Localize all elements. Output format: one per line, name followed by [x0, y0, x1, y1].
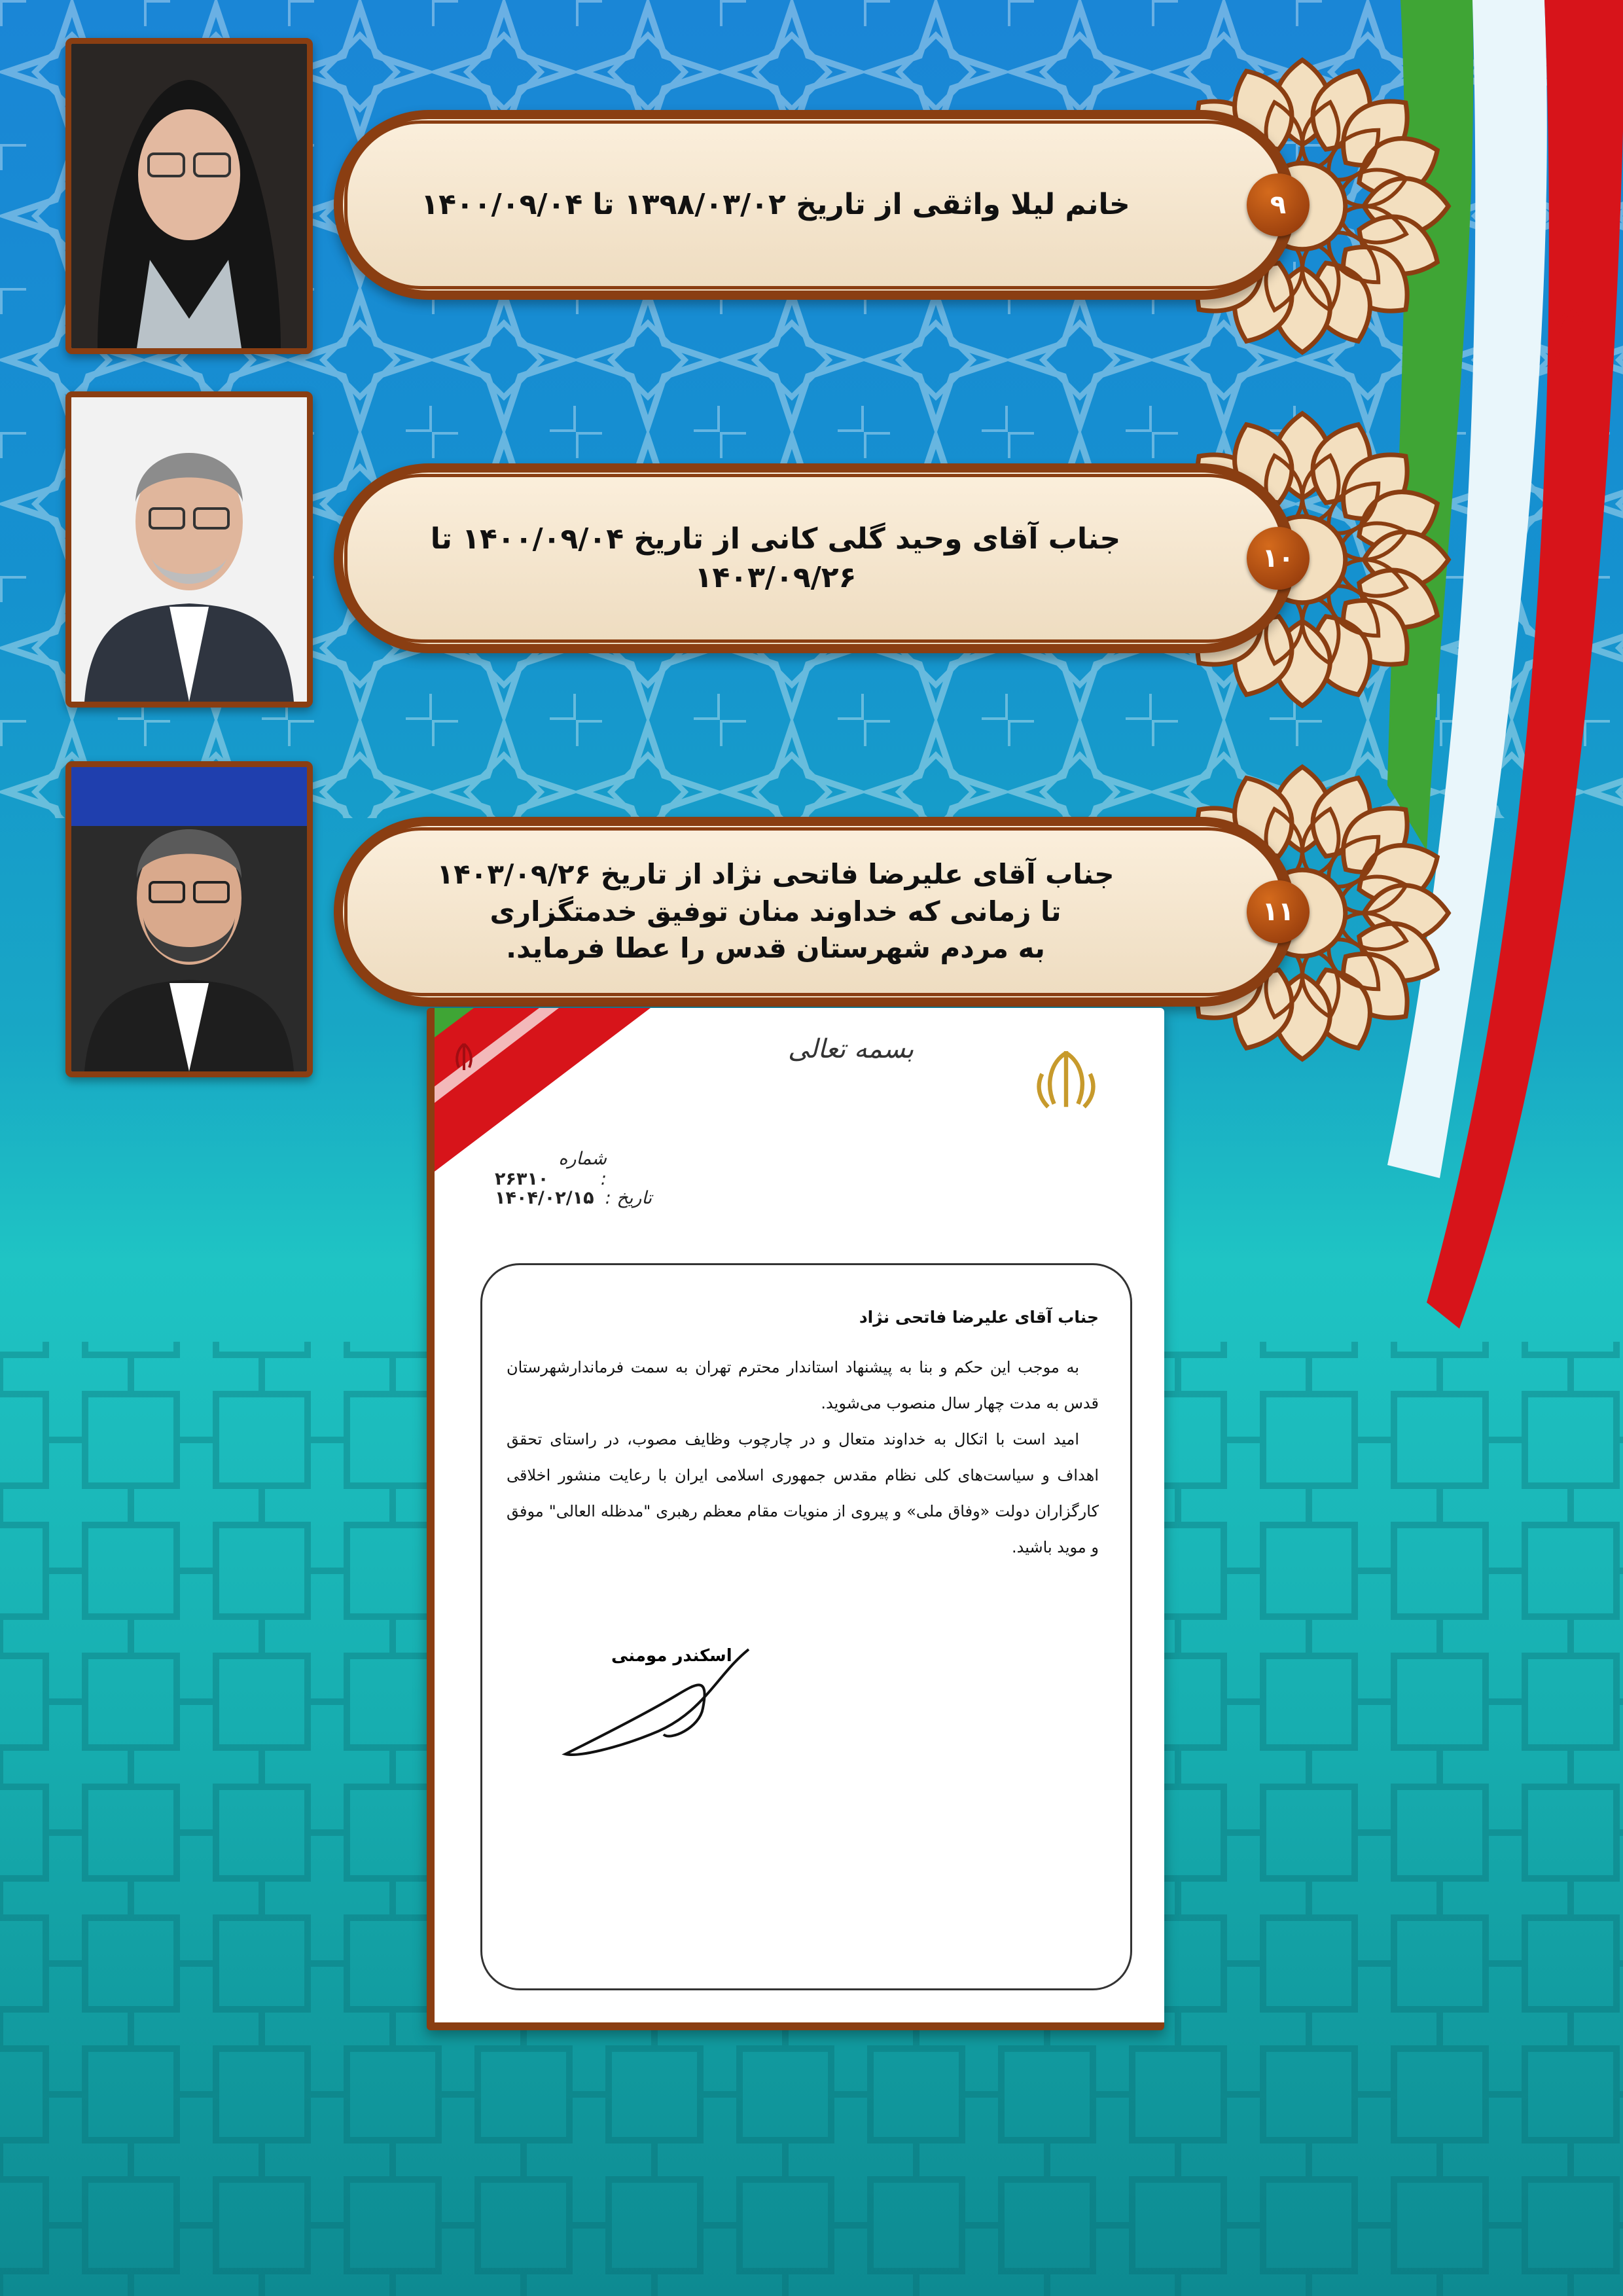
letter-date-label: تاریخ : [605, 1188, 652, 1208]
entry-line: خانم لیلا واثقی از تاریخ ۱۳۹۸/۰۳/۰۲ تا ۱۴۰۰/۰۹/۰۴ [421, 188, 1130, 222]
portrait-entry-10 [65, 391, 313, 708]
letter-paragraph-1: به موجب این حکم و بنا به پیشنهاد استاندار محترم تهران به سمت فرماندارشهرستان قدس به مدت چهار سال منصوب می‌شوید. [507, 1358, 1099, 1412]
letter-number-row [475, 1149, 607, 1189]
entry-number-badge: ۹ [1247, 173, 1310, 236]
flag-corner-decoration [435, 1008, 651, 1172]
iran-emblem-icon [1030, 1044, 1102, 1116]
entry-line: به مردم شهرستان قدس را عطا فرماید. [506, 932, 1045, 965]
entry-text [380, 110, 1171, 300]
entry-banner-9 [334, 110, 1296, 300]
letter-body [507, 1299, 1099, 1566]
appointment-letter [427, 1008, 1164, 2030]
entry-text [380, 817, 1171, 1007]
male-official-portrait [71, 397, 307, 702]
entry-line: جناب آقای وحید گلی کانی از تاریخ ۱۴۰۰/۰۹/۰۴ تا ۱۴۰۳/۰۹/۲۶ [430, 522, 1121, 594]
letter-number-value: ۲۶۳۱۰ [495, 1169, 549, 1189]
entry-number-badge: ۱۰ [1247, 527, 1310, 590]
portrait-entry-11 [65, 761, 313, 1077]
letter-number-label: شماره : [558, 1149, 607, 1189]
male-official-portrait [71, 767, 307, 1071]
letter-date-value: ۱۴۰۴/۰۲/۱۵ [495, 1188, 594, 1208]
entry-banner-11 [334, 817, 1296, 1007]
entry-banner-10 [334, 463, 1296, 653]
entry-line: تا زمانی که خداوند منان توفیق خدمتگزاری [490, 895, 1061, 927]
letter-signer: اسکندر مومنی [611, 1646, 732, 1666]
handwritten-signature [552, 1636, 762, 1761]
letter-addressee: جناب آقای علیرضا فاتحی نژاد [859, 1308, 1099, 1327]
letter-paragraph-2: امید است با اتکال به خداوند متعال و در چارچوب وظایف مصوب، در راستای تحقق اهداف و سیاست‌های کلی نظام مقدس جمهوری اسلامی ایران با رعایت منشور اخلاقی کارگزاران دولت «وفاق ملی» و پیروی از منویات مقام معظم رهبری "مدظله العالی" موفق و موید باشید. [507, 1430, 1099, 1556]
entry-text [380, 463, 1171, 653]
female-official-portrait [71, 44, 307, 348]
letter-date-row [475, 1188, 652, 1208]
portrait-entry-9 [65, 38, 313, 354]
entry-line: جناب آقای علیرضا فاتحی نژاد از تاریخ ۱۴۰۳/۰۹/۲۶ [437, 857, 1115, 890]
entry-number-badge: ۱۱ [1247, 880, 1310, 943]
letter-bismillah: بسمه تعالی [788, 1034, 914, 1064]
